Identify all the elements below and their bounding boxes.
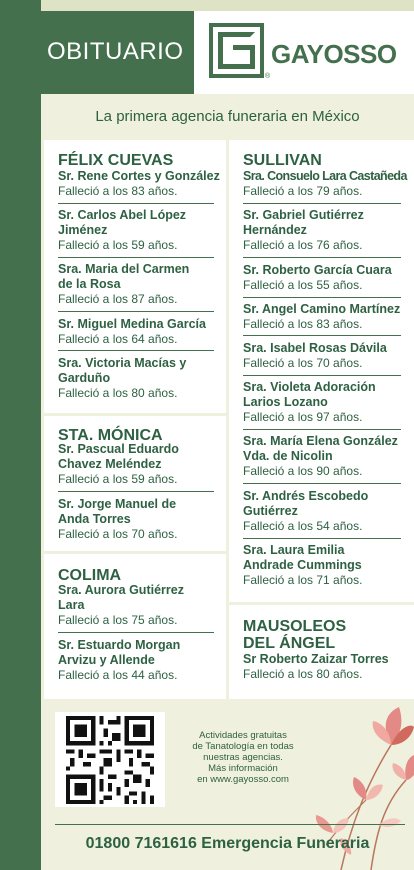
deceased-name: Sr Roberto Zaizar Torres xyxy=(243,652,389,666)
divider xyxy=(58,257,214,258)
deceased-age: Falleció a los 59 años. xyxy=(58,238,178,252)
deceased-age: Falleció a los 70 años. xyxy=(243,356,363,370)
divider xyxy=(243,375,401,376)
deceased-name: Sr. Carlos Abel López Jiménez xyxy=(58,208,187,237)
section-colima xyxy=(44,554,226,699)
deceased-name: Sra. Maria del Carmen de la Rosa xyxy=(58,262,190,291)
list-item xyxy=(243,169,413,199)
left-accent-bar xyxy=(0,0,41,870)
deceased-name: Sr. Rene Cortes y González xyxy=(58,169,220,183)
deceased-name: Sra. Aurora Gutiérrez Lara xyxy=(58,583,184,612)
section-title xyxy=(243,618,346,652)
list-item xyxy=(58,208,208,253)
deceased-name: Sra. Laura Emilia Andrade Cummings xyxy=(243,543,362,572)
list-item xyxy=(58,583,198,628)
section-title: SULLIVAN xyxy=(243,152,322,169)
deceased-name: Sra. Consuelo Lara Castañeda xyxy=(243,169,407,183)
section-felix-cuevas xyxy=(44,140,226,413)
divider xyxy=(58,311,214,312)
deceased-age: Falleció a los 44 años. xyxy=(58,668,178,682)
deceased-age: Falleció a los 59 años. xyxy=(58,472,178,486)
list-item xyxy=(243,380,393,425)
list-item xyxy=(58,638,198,683)
obituary-page xyxy=(41,0,414,870)
divider xyxy=(58,350,214,351)
promo-line: Más información xyxy=(208,763,278,774)
list-item xyxy=(243,652,413,682)
deceased-name: Sr. Andrés Escobedo Gutiérrez xyxy=(243,489,369,518)
divider xyxy=(243,483,401,484)
section-title-line: MAUSOLEOS xyxy=(243,618,347,635)
promo-link[interactable]: en www.gayosso.com xyxy=(197,774,289,785)
section-mausoleos-del-angel xyxy=(229,605,414,699)
brand-name: GAYOSSO xyxy=(271,39,397,69)
deceased-age: Falleció a los 79 años. xyxy=(243,184,363,198)
divider xyxy=(243,203,401,204)
brand-logo xyxy=(194,11,414,94)
list-item xyxy=(58,317,223,347)
registered-mark: ® xyxy=(265,73,271,80)
divider xyxy=(243,429,401,430)
section-title: STA. MÓNICA xyxy=(58,427,163,444)
promo-line: nuestras agencias. xyxy=(203,752,283,763)
deceased-age: Falleció a los 83 años. xyxy=(243,317,363,331)
tagline: La primera agencia funeraria en México xyxy=(95,108,360,125)
list-item xyxy=(243,489,393,534)
deceased-age: Falleció a los 83 años. xyxy=(58,184,178,198)
deceased-name: Sra. Isabel Rosas Dávila xyxy=(243,341,387,355)
promo-text xyxy=(173,730,313,785)
logo-g-icon xyxy=(209,23,264,78)
footer xyxy=(41,700,414,870)
deceased-name: Sr. Roberto García Cuara xyxy=(243,263,392,277)
section-sullivan xyxy=(229,140,414,602)
divider xyxy=(58,491,214,492)
list-item xyxy=(58,262,203,307)
list-item xyxy=(58,169,223,199)
top-strip xyxy=(41,0,414,11)
deceased-age: Falleció a los 80 años. xyxy=(243,667,363,681)
emergency-phone[interactable]: 01800 7161616 Emergencia Funeraria xyxy=(85,835,370,852)
list-item xyxy=(58,497,193,542)
list-item xyxy=(243,302,413,332)
divider xyxy=(58,632,214,633)
deceased-age: Falleció a los 70 años. xyxy=(58,527,178,541)
footer-divider xyxy=(55,824,405,825)
divider xyxy=(243,335,401,336)
deceased-age: Falleció a los 90 años. xyxy=(243,464,363,478)
page-title: OBITUARIO xyxy=(47,38,184,65)
deceased-name: Sr. Estuardo Morgan Arvizu y Allende xyxy=(58,638,181,667)
deceased-name: Sra. María Elena González Vda. de Nicolin xyxy=(243,434,398,463)
divider xyxy=(58,203,214,204)
list-item xyxy=(243,208,393,253)
deceased-age: Falleció a los 87 años. xyxy=(58,292,178,306)
deceased-age: Falleció a los 80 años. xyxy=(58,386,178,400)
list-item xyxy=(58,356,193,401)
section-sta-monica xyxy=(44,416,226,551)
deceased-name: Sr. Pascual Eduardo Chavez Meléndez xyxy=(58,442,179,471)
section-title-line: DEL ÁNGEL xyxy=(243,635,336,652)
promo-line: de Tanatología en todas xyxy=(192,741,294,752)
qr-code-icon[interactable] xyxy=(55,712,165,807)
divider xyxy=(243,257,401,258)
divider xyxy=(243,297,401,298)
deceased-age: Falleció a los 54 años. xyxy=(243,519,363,533)
deceased-name: Sr. Jorge Manuel de Anda Torres xyxy=(58,497,177,526)
promo-line: Actividades gratuitas xyxy=(199,730,287,741)
section-title: COLIMA xyxy=(58,567,122,584)
deceased-age: Falleció a los 71 años. xyxy=(243,573,363,587)
list-item xyxy=(243,434,411,479)
deceased-name: Sr. Angel Camino Martínez xyxy=(243,302,401,316)
deceased-name: Sra. Victoria Macías y Garduño xyxy=(58,356,187,385)
tagline-band xyxy=(41,94,414,138)
deceased-age: Falleció a los 64 años. xyxy=(58,332,178,346)
list-item xyxy=(243,543,393,588)
header-band xyxy=(41,11,414,94)
divider xyxy=(243,538,401,539)
list-item xyxy=(58,442,193,487)
section-title: FÉLIX CUEVAS xyxy=(58,152,174,169)
deceased-name: Sr. Gabriel Gutiérrez Hernández xyxy=(243,208,364,237)
deceased-name: Sra. Violeta Adoración Larios Lozano xyxy=(243,380,376,409)
list-item xyxy=(243,263,413,293)
deceased-age: Falleció a los 76 años. xyxy=(243,238,363,252)
list-item xyxy=(243,341,413,371)
deceased-age: Falleció a los 55 años. xyxy=(243,278,363,292)
deceased-age: Falleció a los 97 años. xyxy=(243,410,363,424)
deceased-age: Falleció a los 75 años. xyxy=(58,613,178,627)
deceased-name: Sr. Miguel Medina García xyxy=(58,317,206,331)
